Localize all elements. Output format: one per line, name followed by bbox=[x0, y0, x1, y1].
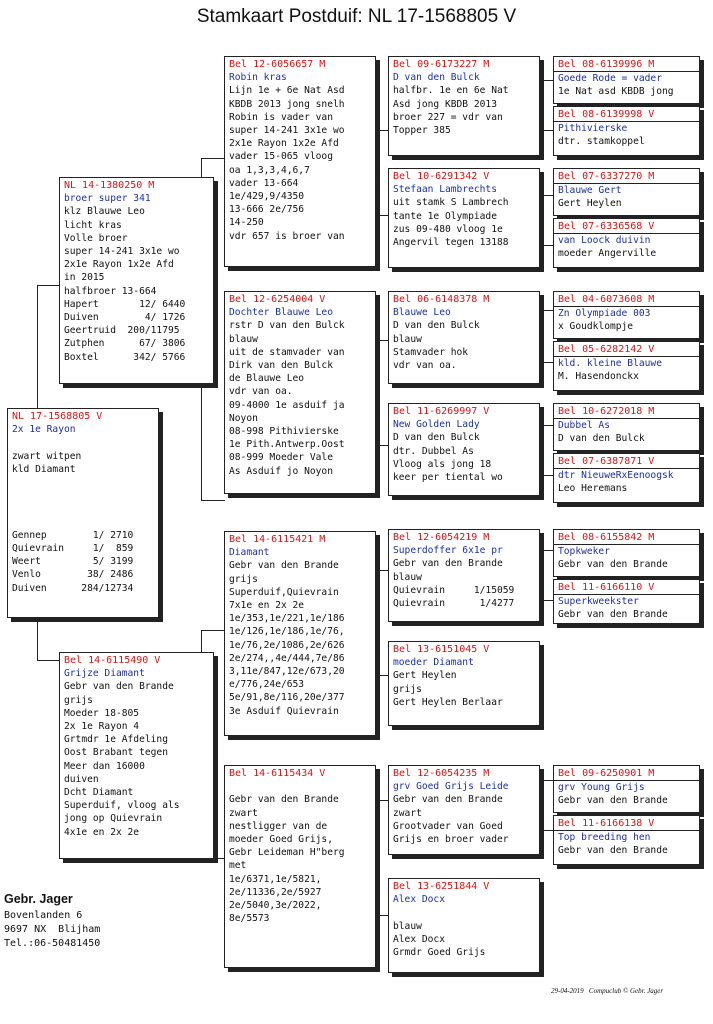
info-line: nestligger van de bbox=[229, 820, 328, 832]
info-line: Grootvader van Goed bbox=[393, 820, 503, 832]
ring-number: NL 14-1380250 M bbox=[64, 180, 155, 191]
ring-number: Bel 10-6291342 V bbox=[393, 171, 490, 182]
info-line: uit de stamvader van bbox=[229, 346, 345, 358]
info-line: 1e/353,1e/221,1e/186 bbox=[229, 613, 345, 625]
connector-line bbox=[540, 362, 553, 363]
pigeon-name: grv Young Grijs bbox=[558, 782, 645, 794]
info-line: 1e/76,2e/1086,2e/626 bbox=[229, 639, 345, 651]
connector-line bbox=[540, 310, 553, 311]
info-line: 2x1e Rayon 1x2e Afd bbox=[229, 138, 339, 150]
info-line: Grijs en broer vader bbox=[393, 834, 509, 846]
ring-number: Bel 08-6155842 M bbox=[554, 530, 699, 545]
info-line: 2e/5040,3e/2022, bbox=[229, 900, 322, 912]
info-line: Boxtel 342/ 5766 bbox=[64, 351, 186, 363]
info-line: 13-666 2e/756 bbox=[229, 204, 305, 216]
info-line: Gert Heylen bbox=[393, 670, 457, 682]
info-line: Meer dan 16000 bbox=[64, 760, 145, 772]
pigeon-name: Pithivierske bbox=[558, 123, 628, 135]
info-line: Stamvader hok bbox=[393, 346, 469, 358]
breeder-name: Gebr. Jager bbox=[4, 892, 73, 906]
info-line: Quievrain 1/15059 bbox=[393, 584, 515, 596]
info-line: 4x1e en 2x 2e bbox=[64, 826, 140, 838]
pigeon-name: Diamant bbox=[229, 547, 270, 559]
info-line: Gebr van den Brande bbox=[229, 560, 339, 572]
pigeon-name: Topkweker bbox=[558, 546, 610, 558]
ring-number: Bel 06-6148378 M bbox=[393, 294, 490, 305]
info-line: Zutphen 67/ 3806 bbox=[64, 338, 186, 350]
info-line: moeder Goed Grijs, bbox=[229, 834, 333, 846]
ring-number: Bel 07-6337270 M bbox=[554, 169, 699, 184]
connector-line bbox=[37, 618, 38, 660]
info-line: Vloog als jong 18 bbox=[393, 458, 492, 470]
info-line: Quievrain 1/4277 bbox=[393, 598, 515, 610]
info-line: zwart witpen bbox=[12, 450, 82, 462]
info-line: zwart bbox=[393, 807, 422, 819]
info-line: Lijn 1e + 6e Nat Asd bbox=[229, 85, 345, 97]
info-line: Superduif,Quievrain bbox=[229, 586, 339, 598]
info-line: 1e/429,9/4350 bbox=[229, 191, 305, 203]
pedigree-card-generation-4 bbox=[553, 291, 700, 339]
pedigree-card-sire-dam-sire bbox=[388, 291, 540, 384]
info-line: x Goudklompje bbox=[558, 321, 634, 333]
connector-line bbox=[540, 80, 553, 81]
connector-line bbox=[540, 600, 553, 601]
info-line: blauw bbox=[393, 571, 422, 583]
info-line: 8e/5573 bbox=[229, 913, 270, 925]
info-line: Dirk van den Bulck bbox=[229, 360, 333, 372]
pedigree-card-dam-sire bbox=[224, 531, 376, 736]
info-line: 1e Nat asd KBDB jong bbox=[558, 86, 674, 98]
ring-number: Bel 11-6166110 V bbox=[554, 580, 699, 595]
breeder-city: 9697 NX Blijham bbox=[4, 924, 101, 935]
info-line: Gert Heylen bbox=[558, 198, 622, 210]
info-line: Volle broer bbox=[64, 232, 128, 244]
ring-number: Bel 08-6139996 M bbox=[554, 57, 699, 72]
info-line: Gebr van den Brande bbox=[558, 559, 668, 571]
info-line: rstr D van den Bulck bbox=[229, 320, 345, 332]
pedigree-card-sire-sire-dam bbox=[388, 168, 540, 268]
connector-line bbox=[37, 285, 38, 410]
connector-line bbox=[201, 500, 225, 501]
info-line: Gennep 1/ 2710 bbox=[12, 529, 134, 541]
info-line: 7x1e en 2x 2e bbox=[229, 600, 305, 612]
pedigree-card-dam-dam bbox=[224, 765, 376, 968]
pigeon-name: Blauwe Leo bbox=[393, 307, 451, 319]
info-line: Grtmdr 1e Afdeling bbox=[64, 734, 168, 746]
info-line: Dcht Diamant bbox=[64, 787, 134, 799]
info-line: zwart bbox=[229, 807, 258, 819]
info-line: uit stamk S Lambrech bbox=[393, 197, 509, 209]
connector-line bbox=[201, 158, 225, 159]
info-line: Gebr Leideman H"berg bbox=[229, 847, 345, 859]
pedigree-card-sire-dam bbox=[224, 291, 376, 494]
info-line: Moeder 18-805 bbox=[64, 707, 140, 719]
connector-line bbox=[540, 425, 553, 426]
info-line: super 14-241 3x1e wo bbox=[64, 246, 180, 258]
footer-credit: 29-04-2019 Compuclub © Gebr. Jager bbox=[551, 987, 664, 995]
info-line: 09-4000 1e asduif ja bbox=[229, 399, 345, 411]
info-line: Gert Heylen Berlaar bbox=[393, 696, 503, 708]
connector-line bbox=[37, 660, 61, 661]
connector-line bbox=[375, 915, 389, 916]
connector-line bbox=[540, 195, 553, 196]
connector-line bbox=[201, 630, 225, 631]
info-line: super 14-241 3x1e wo bbox=[229, 125, 345, 137]
breeder-phone: Tel.:06-50481450 bbox=[4, 938, 101, 949]
info-line: Noyon bbox=[229, 412, 258, 424]
connector-line bbox=[540, 780, 553, 781]
info-line: 2x1e Rayon 1x2e Afd bbox=[64, 259, 174, 271]
pedigree-card-generation-4 bbox=[553, 168, 700, 216]
info-line: As Asduif jo Noyon bbox=[229, 465, 333, 477]
pigeon-name: Dochter Blauwe Leo bbox=[229, 307, 333, 319]
info-line: 1e/126,1e/186,1e/76, bbox=[229, 626, 345, 638]
info-line bbox=[8, 436, 158, 449]
info-line: 2x 1e Rayon 4 bbox=[64, 721, 140, 733]
pigeon-name: Robin kras bbox=[229, 72, 287, 84]
connector-line bbox=[540, 550, 553, 551]
info-line: zus 09-480 vloog 1e bbox=[393, 223, 503, 235]
info-line: dtr. Dubbel As bbox=[393, 445, 474, 457]
info-line: blauw bbox=[393, 333, 422, 345]
ring-number: Bel 07-6336568 V bbox=[554, 219, 699, 234]
pigeon-name: New Golden Lady bbox=[393, 419, 480, 431]
pedigree-card-dam bbox=[59, 652, 214, 859]
page-title: Stamkaart Postduif: NL 17-1568805 V bbox=[196, 6, 517, 27]
pigeon-name: grv Goed Grijs Leide bbox=[393, 781, 509, 793]
connector-line bbox=[375, 800, 389, 801]
pigeon-name: Stefaan Lambrechts bbox=[393, 184, 497, 196]
ring-number: Bel 14-6115490 V bbox=[64, 655, 161, 666]
pigeon-name: moeder Diamant bbox=[393, 657, 474, 669]
info-line: 08-999 Moeder Vale bbox=[229, 452, 333, 464]
info-line bbox=[389, 906, 539, 919]
info-line: licht kras bbox=[64, 219, 122, 231]
info-line: Gebr van den Brande bbox=[558, 845, 668, 857]
breeder-info bbox=[4, 892, 100, 951]
info-line: D van den Bulck bbox=[393, 432, 480, 444]
info-line: vader 15-065 vloog bbox=[229, 151, 333, 163]
pedigree-card-generation-4 bbox=[553, 579, 700, 624]
pedigree-card-generation-4 bbox=[553, 218, 700, 268]
connector-line bbox=[540, 130, 553, 131]
info-line: 14-250 bbox=[229, 217, 264, 229]
info-line: met bbox=[229, 860, 247, 872]
info-line: Geertruid 200/11795 bbox=[64, 325, 180, 337]
info-line: 5e/91,8e/116,20e/377 bbox=[229, 692, 345, 704]
pigeon-name: Superdoffer 6x1e pr bbox=[393, 545, 503, 557]
pigeon-name: Zn Olympiade 003 bbox=[558, 308, 651, 320]
info-line: Asd jong KBDB 2013 bbox=[393, 98, 497, 110]
info-line: tante 1e Olympiade bbox=[393, 210, 497, 222]
info-line: Weert 5/ 3199 bbox=[12, 556, 134, 568]
info-line: Quievrain 1/ 859 bbox=[12, 543, 134, 555]
ring-number: Bel 14-6115434 V bbox=[229, 768, 326, 779]
connector-line bbox=[540, 245, 553, 246]
info-line: Gebr van den Brande bbox=[558, 609, 668, 621]
connector-line bbox=[375, 570, 389, 571]
pigeon-name: broer super 341 bbox=[64, 193, 151, 205]
info-line: grijs bbox=[229, 573, 258, 585]
connector-line bbox=[375, 340, 389, 341]
pigeon-name: Grijze Diamant bbox=[64, 668, 145, 680]
breeder-address: Bovenlanden 6 bbox=[4, 910, 83, 921]
pigeon-name: Dubbel As bbox=[558, 420, 610, 432]
ring-number: Bel 13-6251844 V bbox=[393, 881, 490, 892]
info-line: dtr. stamkoppel bbox=[558, 136, 645, 148]
ring-number: Bel 12-6054235 M bbox=[393, 768, 490, 779]
pedigree-card-subject bbox=[7, 408, 159, 618]
info-line: Alex Docx bbox=[393, 933, 445, 945]
pigeon-name: kld. kleine Blauwe bbox=[558, 358, 662, 370]
pigeon-name: Top breeding hen bbox=[558, 832, 651, 844]
info-line: 1e Pith.Antwerp.Oost bbox=[229, 439, 345, 451]
connector-line bbox=[375, 675, 389, 676]
pigeon-name: 2x 1e Rayon bbox=[12, 424, 76, 436]
pigeon-name: Superkweekster bbox=[558, 596, 639, 608]
info-line: Duiven 4/ 1726 bbox=[64, 312, 186, 324]
info-line: 08-998 Pithivierske bbox=[229, 426, 339, 438]
info-line: Grmdr Goed Grijs bbox=[393, 947, 486, 959]
pigeon-name: Goede Rode = vader bbox=[558, 73, 662, 85]
info-line: duiven bbox=[64, 773, 99, 785]
pedigree-card-generation-4 bbox=[553, 765, 700, 813]
pedigree-card-generation-4 bbox=[553, 341, 700, 391]
info-line: halfbr. 1e en 6e Nat bbox=[393, 85, 509, 97]
info-line: Superduif, vloog als bbox=[64, 800, 180, 812]
pigeon-name: Alex Docx bbox=[393, 894, 445, 906]
connector-line bbox=[540, 475, 553, 476]
ring-number: NL 17-1568805 V bbox=[12, 411, 103, 422]
connector-line bbox=[375, 130, 389, 131]
info-line: Robin is vader van bbox=[229, 111, 333, 123]
ring-number: Bel 11-6166138 V bbox=[554, 816, 699, 831]
info-line: Oost Brabant tegen bbox=[64, 747, 168, 759]
info-line: 2e/11336,2e/5927 bbox=[229, 886, 322, 898]
ring-number: Bel 09-6173227 M bbox=[393, 59, 490, 70]
info-line: 1e/6371,1e/5821, bbox=[229, 873, 322, 885]
info-line: M. Hasendonckx bbox=[558, 371, 639, 383]
info-line: Hapert 12/ 6440 bbox=[64, 298, 186, 310]
info-line: jong op Quievrain bbox=[64, 813, 163, 825]
pedigree-card-generation-4 bbox=[553, 453, 700, 503]
info-line: de Blauwe Leo bbox=[229, 373, 305, 385]
info-line: 2e/274,,4e/444,7e/86 bbox=[229, 652, 345, 664]
info-line: blauw bbox=[229, 333, 258, 345]
info-line: vdr van oa. bbox=[393, 360, 457, 372]
info-line: kld Diamant bbox=[12, 463, 76, 475]
info-line: blauw bbox=[393, 920, 422, 932]
info-line: D van den Bulck bbox=[558, 433, 645, 445]
pigeon-name: D van den Bulck bbox=[393, 72, 480, 84]
pedigree-card-sire-sire bbox=[224, 56, 376, 267]
ring-number: Bel 12-6254004 V bbox=[229, 294, 326, 305]
info-line: vdr 657 is broer van bbox=[229, 230, 345, 242]
info-line: grijs bbox=[64, 694, 93, 706]
info-line: keer per tiental wo bbox=[393, 472, 503, 484]
info-line bbox=[8, 476, 158, 489]
info-line: grijs bbox=[393, 683, 422, 695]
info-line: Duiven 284/12734 bbox=[12, 582, 134, 594]
ring-number: Bel 12-6056657 M bbox=[229, 59, 326, 70]
info-line: Leo Heremans bbox=[558, 483, 628, 495]
pedigree-card-generation-4 bbox=[553, 56, 700, 104]
pigeon-name: Blauwe Gert bbox=[558, 185, 622, 197]
ring-number: Bel 05-6282142 V bbox=[554, 342, 699, 357]
pedigree-card-generation-4 bbox=[553, 106, 700, 156]
ring-number: Bel 08-6139998 V bbox=[554, 107, 699, 122]
info-line: Topper 385 bbox=[393, 125, 451, 137]
ring-number: Bel 07-6387871 V bbox=[554, 454, 699, 469]
info-line: 3e Asduif Quievrain bbox=[229, 705, 339, 717]
info-line: Angervil tegen 13188 bbox=[393, 237, 509, 249]
info-line: D van den Bulck bbox=[393, 320, 480, 332]
info-line bbox=[8, 502, 158, 515]
info-line: 3,11e/847,12e/673,20 bbox=[229, 666, 345, 678]
pedigree-card-sire-sire-sire bbox=[388, 56, 540, 156]
info-line bbox=[8, 516, 158, 529]
ring-number: Bel 10-6272018 M bbox=[554, 404, 699, 419]
pedigree-card-dam-sire-dam bbox=[388, 641, 540, 726]
ring-number: Bel 09-6250901 M bbox=[554, 766, 699, 781]
pedigree-card-dam-dam-dam bbox=[388, 878, 540, 973]
info-line: Gebr van den Brande bbox=[64, 681, 174, 693]
connector-line bbox=[201, 384, 202, 500]
pedigree-card-sire bbox=[59, 177, 214, 384]
pedigree-card-generation-4 bbox=[553, 403, 700, 451]
pedigree-card-sire-dam-dam bbox=[388, 403, 540, 496]
pigeon-name: dtr NieuweRxEenoogsk bbox=[558, 470, 674, 482]
info-line: Venlo 38/ 2486 bbox=[12, 569, 134, 581]
info-line: vdr van oa. bbox=[229, 386, 293, 398]
pigeon-name: van Loock duivin bbox=[558, 235, 651, 247]
info-line: in 2015 bbox=[64, 272, 105, 284]
info-line: Gebr van den Brande bbox=[393, 794, 503, 806]
ring-number: Bel 04-6073608 M bbox=[554, 292, 699, 307]
info-line: KBDB 2013 jong snelh bbox=[229, 98, 345, 110]
blank-line bbox=[225, 780, 375, 793]
info-line bbox=[8, 489, 158, 502]
ring-number: Bel 12-6054219 M bbox=[393, 532, 490, 543]
info-line: Gebr van den Brande bbox=[393, 558, 503, 570]
connector-line bbox=[375, 445, 389, 446]
info-line: broer 227 = vdr van bbox=[393, 111, 503, 123]
pedigree-card-dam-sire-sire bbox=[388, 529, 540, 622]
connector-line bbox=[37, 285, 61, 286]
connector-line bbox=[540, 830, 553, 831]
connector-line bbox=[375, 215, 389, 216]
info-line: Gebr van den Brande bbox=[229, 794, 339, 806]
info-line: halfbroer 13-664 bbox=[64, 285, 157, 297]
info-line: Gebr van den Brande bbox=[558, 795, 668, 807]
ring-number: Bel 14-6115421 M bbox=[229, 534, 326, 545]
ring-number: Bel 13-6151045 V bbox=[393, 644, 490, 655]
pedigree-card-dam-dam-sire bbox=[388, 765, 540, 855]
info-line: oa 1,3,3,4,6,7 bbox=[229, 164, 310, 176]
pedigree-card-generation-4 bbox=[553, 815, 700, 865]
info-line: moeder Angerville bbox=[558, 248, 657, 260]
ring-number: Bel 11-6269997 V bbox=[393, 406, 490, 417]
info-line: vader 13-664 bbox=[229, 177, 299, 189]
pedigree-card-generation-4 bbox=[553, 529, 700, 577]
info-line: klz Blauwe Leo bbox=[64, 206, 145, 218]
connector-line bbox=[201, 158, 202, 178]
info-line: e/776,24e/653 bbox=[229, 679, 305, 691]
